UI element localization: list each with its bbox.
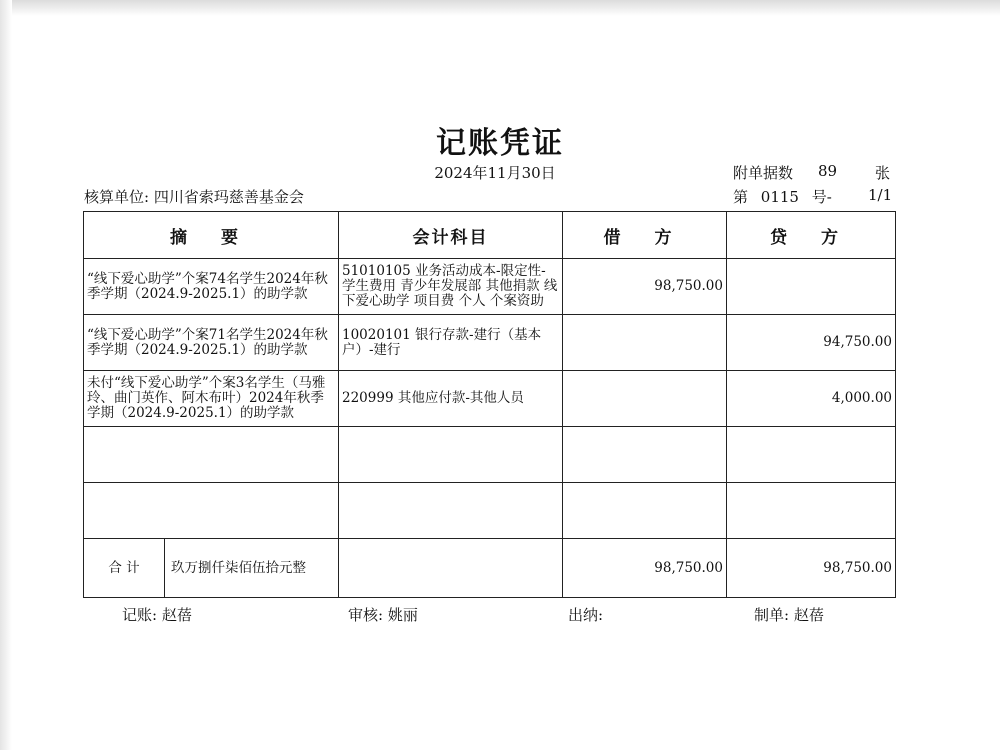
header-debit: 借 方	[563, 212, 727, 259]
row-account	[339, 427, 563, 483]
attachments-label: 附单据数	[733, 164, 794, 182]
voucher-number	[733, 186, 840, 207]
voucher-number-value: 0115	[760, 188, 799, 206]
row-credit: 94,750.00	[727, 315, 896, 371]
total-account-empty	[339, 539, 563, 598]
row-credit: 4,000.00	[727, 371, 896, 427]
total-debit: 98,750.00	[563, 539, 727, 598]
row-summary	[84, 483, 339, 539]
scan-edge-left	[0, 0, 12, 750]
row-debit: 98,750.00	[563, 259, 727, 315]
voucher-table	[83, 211, 896, 598]
row-summary: “线下爱心助学”个案74名学生2024年秋季学期（2024.9-2025.1）的助学款	[84, 259, 339, 315]
row-summary: 未付“线下爱心助学”个案3名学生（马雅玲、曲门英作、阿木布叶）2024年秋季学期（2024.9-2025.1）的助学款	[84, 371, 339, 427]
total-cell	[84, 539, 339, 598]
header-summary: 摘 要	[84, 212, 339, 259]
total-credit: 98,750.00	[727, 539, 896, 598]
row-credit	[727, 427, 896, 483]
table-header-row	[84, 212, 896, 259]
row-credit	[727, 259, 896, 315]
row-debit	[563, 371, 727, 427]
row-summary: “线下爱心助学”个案71名学生2024年秋季学期（2024.9-2025.1）的助学款	[84, 315, 339, 371]
row-debit	[563, 427, 727, 483]
voucher-number-prefix: 第	[733, 188, 749, 206]
footer-preparer: 制单: 赵蓓	[754, 606, 824, 624]
header-credit: 贷 方	[727, 212, 896, 259]
row-credit	[727, 483, 896, 539]
scan-edge-top	[0, 0, 1000, 16]
total-row	[84, 539, 896, 598]
table-row	[84, 483, 896, 539]
row-account: 220999 其他应付款-其他人员	[339, 371, 563, 427]
row-summary	[84, 427, 339, 483]
row-account: 51010105 业务活动成本-限定性-学生费用 青少年发展部 其他捐款 线下爱心助学 项目费 个人 个案资助	[339, 259, 563, 315]
footer-reviewer: 审核: 姚丽	[348, 606, 418, 624]
accounting-unit: 核算单位: 四川省索玛慈善基金会	[84, 188, 304, 206]
voucher-date: 2024年11月30日	[434, 164, 556, 182]
table-row	[84, 371, 896, 427]
row-account: 10020101 银行存款-建行（基本户）-建行	[339, 315, 563, 371]
header-account: 会计科目	[339, 212, 563, 259]
attachments-count: 89	[818, 162, 838, 180]
total-label: 合 计	[84, 539, 165, 597]
footer-bookkeeper: 记账: 赵蓓	[122, 606, 192, 624]
voucher-page: 1/1	[868, 186, 893, 204]
footer-cashier: 出纳:	[568, 606, 604, 624]
row-account	[339, 483, 563, 539]
total-amount-in-words: 玖万捌仟柒佰伍拾元整	[171, 559, 306, 576]
table-row	[84, 259, 896, 315]
row-debit	[563, 483, 727, 539]
voucher-number-suffix: 号-	[811, 188, 832, 206]
row-debit	[563, 315, 727, 371]
table-row	[84, 315, 896, 371]
table-row	[84, 427, 896, 483]
attachments-unit: 张	[875, 164, 891, 182]
voucher-title: 记账凭证	[436, 126, 564, 161]
